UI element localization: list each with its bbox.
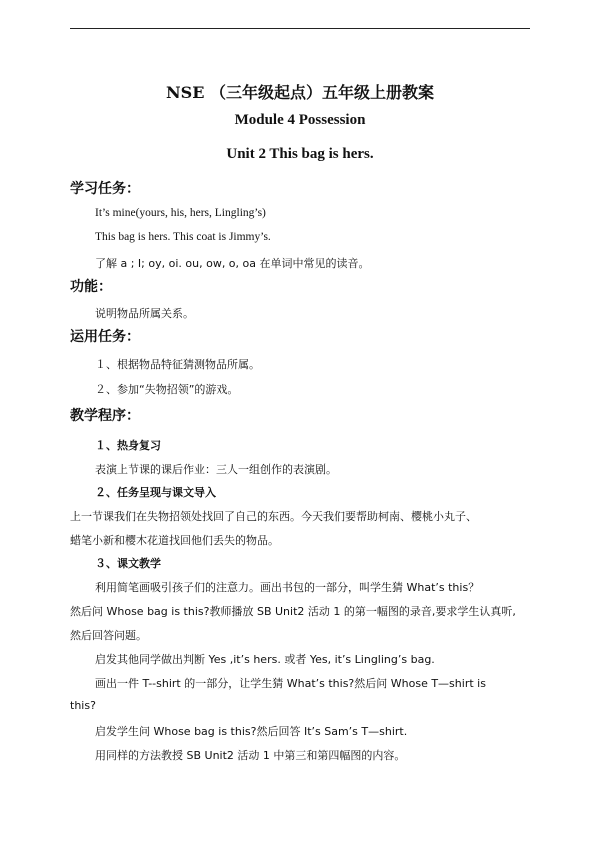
step3-line: this? — [70, 699, 96, 712]
step3-line: 启发学生问 Whose bag is this?然后回答 It’s Sam’s T—shirt. — [95, 725, 408, 738]
function-heading: 功能： — [70, 279, 112, 295]
procedure-heading: 教学程序： — [70, 408, 140, 424]
application-line: ２、参加“失物招领”的游戏。 — [95, 383, 239, 396]
step2-text: 上一节课我们在失物招领处找回了自己的东西。今天我们要帮助柯南、樱桃小丸子、 — [70, 510, 477, 523]
step2-text: 蜡笔小新和樱木花道找回他们丢失的物品。 — [70, 534, 279, 547]
step1-text: 表演上节课的课后作业：三人一组创作的表演剧。 — [95, 463, 337, 476]
step3-title: ３、课文教学 — [95, 557, 161, 570]
step3-line: 画出一件 T--shirt 的一部分，让学生猜 What’s this?然后问 Whose T—shirt is — [95, 677, 486, 690]
step3-line: 然后问 Whose bag is this?教师播放 SB Unit2 活动 1 的第一幅图的录音,要求学生认真听, — [70, 605, 516, 618]
step1-title: １、热身复习 — [95, 439, 161, 452]
module-title: Module 4 Possession — [234, 112, 366, 128]
step2-title: ２、任务呈现与课文导入 — [95, 486, 216, 499]
application-line: １、根据物品特征猜测物品所属。 — [95, 358, 260, 371]
step3-line: 用同样的方法教授 SB Unit2 活动 1 中第三和第四幅图的内容。 — [95, 749, 406, 762]
step3-line: 然后回答问题。 — [70, 629, 147, 642]
unit-title: Unit 2 This bag is hers. — [226, 146, 374, 162]
tasks-heading: 学习任务： — [70, 181, 140, 197]
application-heading: 运用任务： — [70, 329, 140, 345]
tasks-line: 了解 a ; I; oy, oi. ou, ow, o, oa 在单词中常见的读音。 — [95, 257, 370, 270]
function-line: 说明物品所属关系。 — [95, 307, 194, 320]
tasks-line: This bag is hers. This coat is Jimmy’s. — [95, 231, 271, 243]
step3-line: 启发其他同学做出判断 Yes ,it’s hers. 或者 Yes, it’s Lingling’s bag. — [95, 653, 435, 666]
document-title: NSE （三年级起点）五年级上册教案 — [166, 83, 434, 102]
step3-line: 利用简笔画吸引孩子们的注意力。画出书包的一部分，叫学生猜 What’s this？ — [95, 581, 480, 594]
tasks-line: It’s mine(yours, his, hers, Lingling’s) — [95, 207, 266, 219]
header-rule — [70, 28, 530, 29]
